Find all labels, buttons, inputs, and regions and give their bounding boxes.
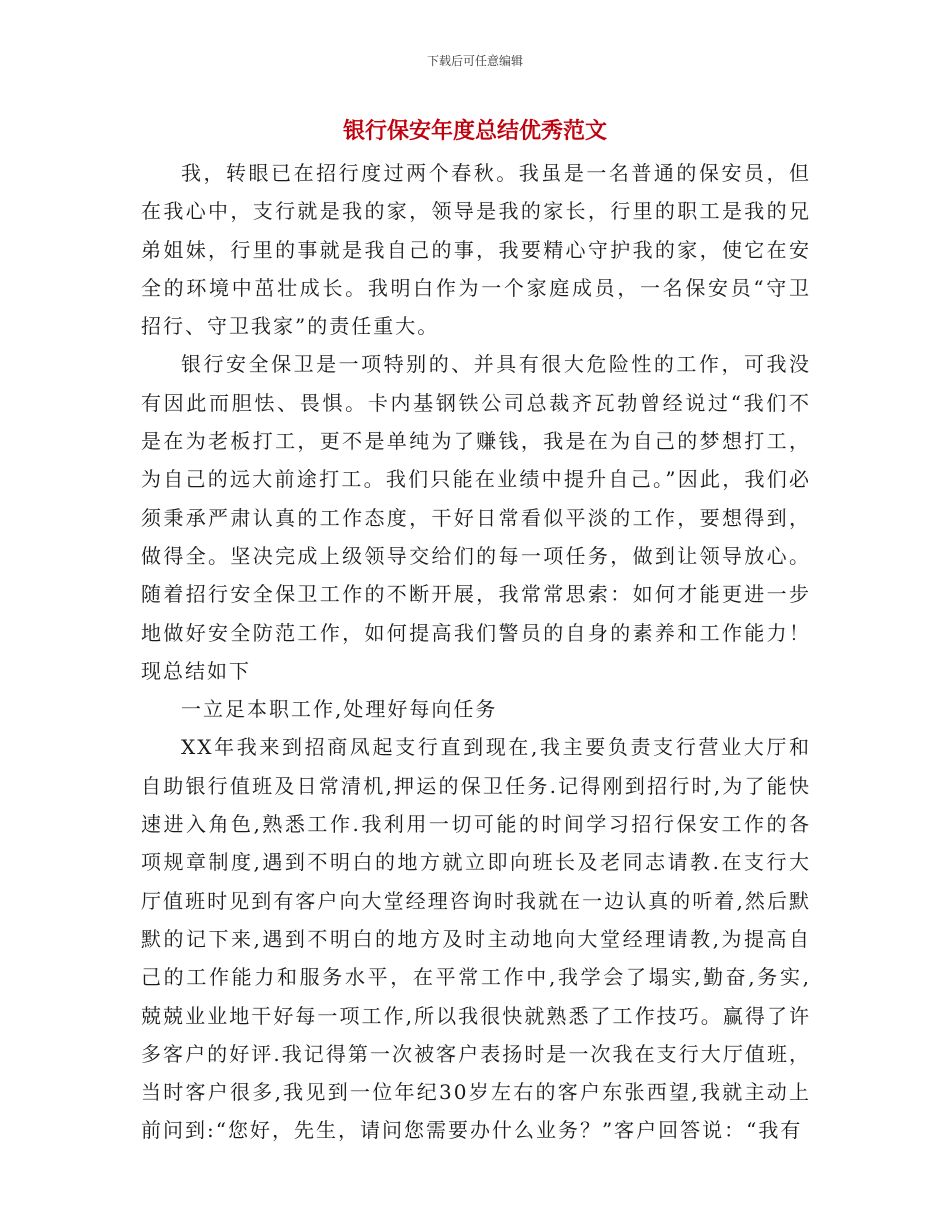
page-header-note: 下载后可任意编辑 (426, 54, 523, 68)
paragraph: XX年我来到招商凤起支行直到现在,我主要负责支行营业大厅和自助银行值班及日常清机,押运的保卫任务.记得刚到招行时,为了能快速进入角色,熟悉工作.我利用一切可能的时间学习招行保安工作的各项规章制度,遇到不明白的地方就立即向班长及老同志请教.在支行大厅值班时见到有客户向大堂经理咨询时我就在一边认真的听着,然后默默的记下来,遇到不明白的地方及时主动地向大堂经理请教,为提高自己的工作能力和服务水平，在平常工作中,我学会了塌实,勤奋,务实,兢兢业业地干好每一项工作,所以我很快就熟悉了工作技巧。赢得了许多客户的好评.我记得第一次被客户表扬时是一次我在支行大厅值班，当时客户很多,我见到一位年纪30岁左右的客户东张西望,我就主动上前问到:“您好，先生，请问您需要办什么业务？”客户回答说：“我有 (141, 735, 811, 1143)
paragraph: 银行安全保卫是一项特别的、并具有很大危险性的工作，可我没有因此而胆怯、畏惧。卡内基钢铁公司总裁齐瓦勃曾经说过“我们不是在为老板打工，更不是单纯为了赚钱，我是在为自己的梦想打工，为自己的远大前途打工。我们只能在业绩中提升自己。”因此，我们必须秉承严肃认真的工作态度，干好日常看似平淡的工作，要想得到，做得全。坚决完成上级领导交给们的每一项任务，做到让领导放心。随着招行安全保卫工作的不断开展，我常常思索：如何才能更进一步地做好安全防范工作，如何提高我们警员的自身的素养和工作能力！现总结如下 (141, 352, 811, 683)
document-title: 银行保安年度总结优秀范文 (342, 119, 607, 144)
paragraph: 我，转眼已在招行度过两个春秋。我虽是一名普通的保安员，但在我心中，支行就是我的家，领导是我的家长，行里的职工是我的兄弟姐妹，行里的事就是我自己的事，我要精心守护我的家，使它在安全的环境中茁壮成长。我明白作为一个家庭成员，一名保安员“守卫招行、守卫我家”的责任重大。 (141, 161, 811, 339)
section-heading: 一立足本职工作,处理好每向任务 (181, 697, 498, 722)
document-body (141, 154, 811, 1150)
